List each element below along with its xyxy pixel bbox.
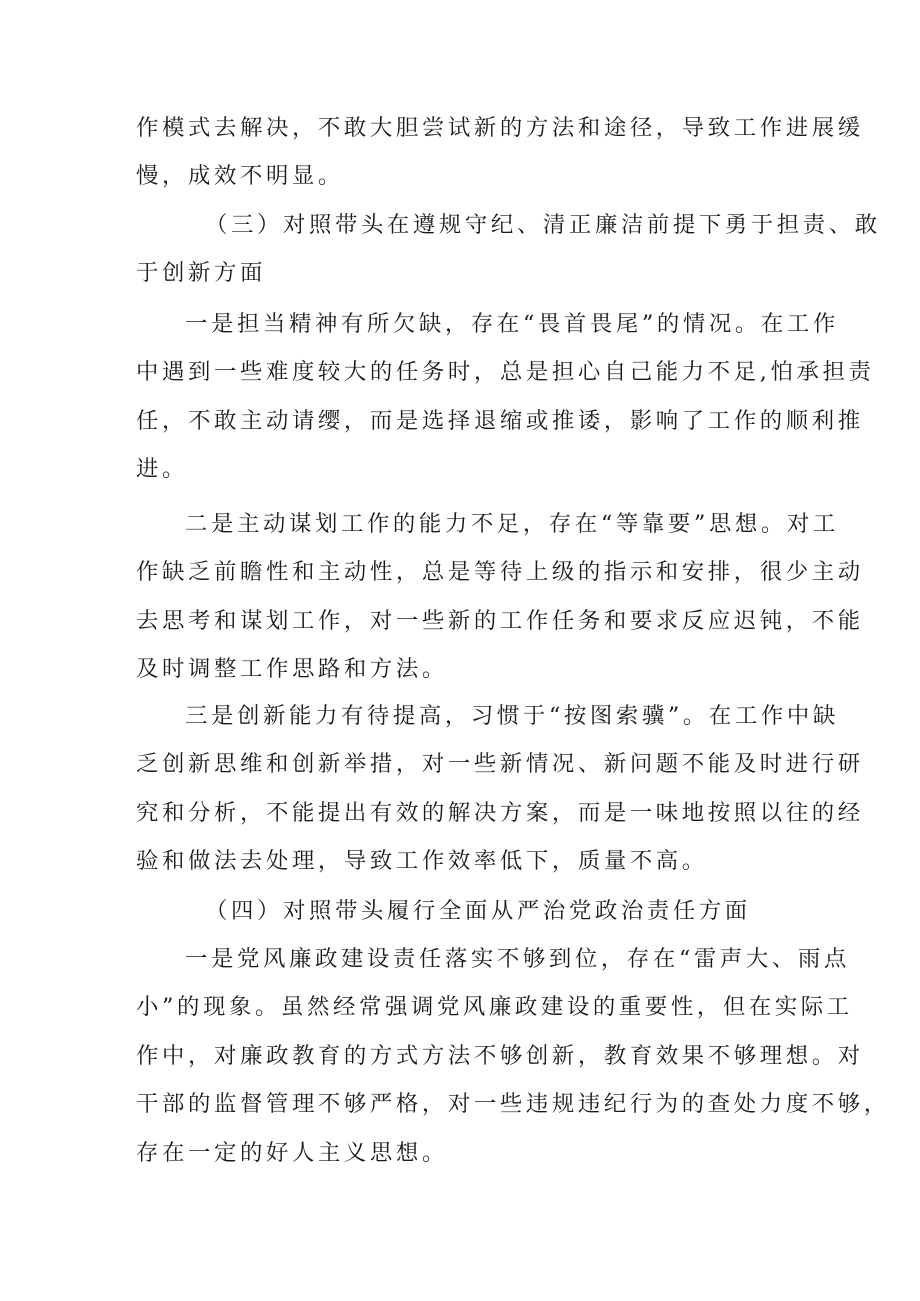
paragraph-continuation bbox=[136, 104, 864, 201]
text-line: 验和做法去处理，导致工作效率低下，质量不高。 bbox=[136, 848, 708, 875]
text-line: 三是创新能力有待提高，习惯于“按图索骥”。在工作中缺 bbox=[185, 703, 839, 729]
text-line: 二是主动谋划工作的能力不足，存在“等靠要”思想。对工 bbox=[185, 511, 839, 537]
paragraph-point-two bbox=[136, 500, 864, 694]
text-line: 小”的现象。虽然经常强调党风廉政建设的重要性，但在实际工 bbox=[136, 994, 853, 1021]
text-line: 存在一定的好人主义思想。 bbox=[136, 1139, 448, 1166]
text-line: 干部的监督管理不够严格，对一些违规违纪行为的查处力度不够， bbox=[136, 1091, 890, 1118]
text-line: 进。 bbox=[136, 456, 188, 483]
text-line: 作中，对廉政教育的方式方法不够创新，教育效果不够理想。对 bbox=[136, 1042, 864, 1069]
paragraph-point-four-one bbox=[136, 935, 890, 1177]
text-line: 作模式去解决，不敢大胆尝试新的方法和途径，导致工作进展缓 bbox=[136, 115, 864, 141]
text-line: 及时调整工作思路和方法。 bbox=[136, 656, 448, 683]
text-line: 究和分析，不能提出有效的解决方案，而是一味地按照以往的经 bbox=[136, 799, 864, 826]
text-line: 慢，成效不明显。 bbox=[136, 163, 344, 190]
section-heading-three bbox=[136, 201, 881, 298]
paragraph-point-three bbox=[136, 692, 864, 886]
text-line: 作缺乏前瞻性和主动性，总是等待上级的指示和安排，很少主动 bbox=[136, 559, 864, 586]
text-line: （四）对照带头履行全面从严治党政治责任方面 bbox=[205, 898, 751, 924]
text-line: 去思考和谋划工作，对一些新的工作任务和要求反应迟钝，不能 bbox=[136, 607, 864, 634]
text-line: 任，不敢主动请缨，而是选择退缩或推诿，影响了工作的顺利推 bbox=[136, 407, 864, 434]
text-line: （三）对照带头在遵规守纪、清正廉洁前提下勇于担责、敢 bbox=[205, 212, 881, 238]
text-line: 一是党风廉政建设责任落实不够到位，存在“雷声大、雨点 bbox=[185, 946, 850, 972]
text-line: 一是担当精神有所欠缺，存在“畏首畏尾”的情况。在工作 bbox=[185, 311, 839, 337]
text-line: 中遇到一些难度较大的任务时，总是担心自己能力不足,怕承担责 bbox=[136, 359, 875, 386]
text-line: 乏创新思维和创新举措，对一些新情况、新问题不能及时进行研 bbox=[136, 751, 864, 778]
paragraph-point-one bbox=[136, 300, 875, 494]
text-line: 于创新方面 bbox=[136, 260, 266, 287]
section-heading-four bbox=[136, 887, 796, 935]
